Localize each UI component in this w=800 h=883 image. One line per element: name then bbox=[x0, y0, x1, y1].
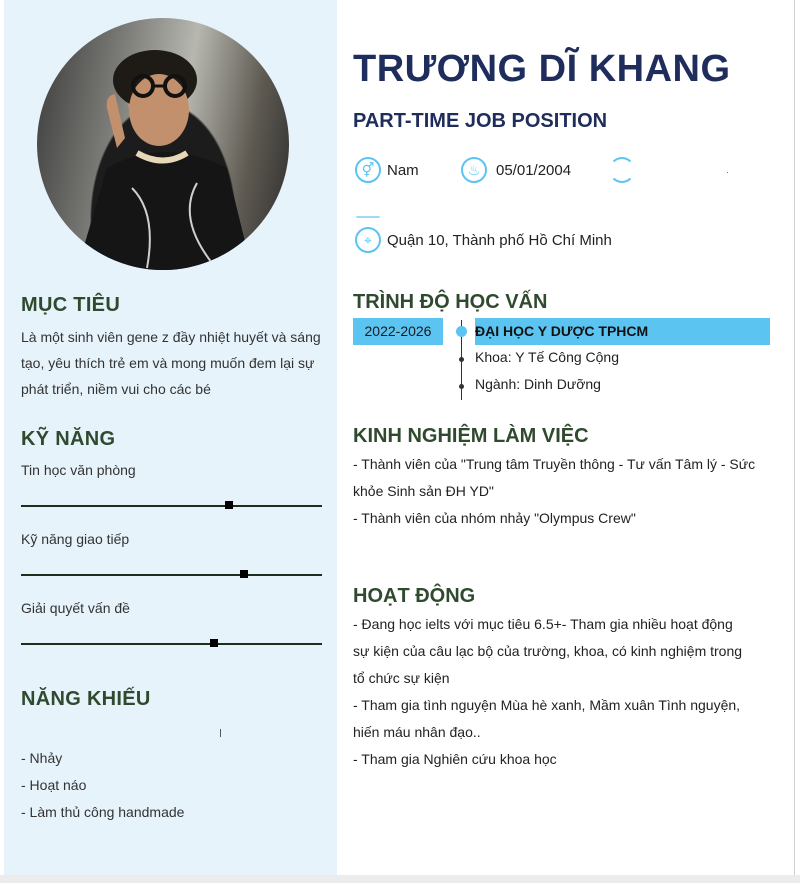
experience-text bbox=[353, 451, 775, 532]
skill-label: Tin học văn phòng bbox=[21, 462, 136, 478]
timeline-dot bbox=[459, 384, 464, 389]
objective-title: MỤC TIÊU bbox=[21, 294, 121, 316]
skill-label: Giải quyết vấn đề bbox=[21, 600, 130, 616]
talents-list bbox=[21, 745, 184, 826]
skill-bar bbox=[21, 505, 322, 507]
partial-icon-fragment bbox=[356, 216, 380, 218]
school-name-text: ĐẠI HỌC Y DƯỢC TPHCM bbox=[475, 323, 649, 339]
candidate-name: TRƯƠNG DĨ KHANG bbox=[353, 48, 731, 90]
experience-line: khỏe Sinh sản ĐH YD" bbox=[353, 483, 494, 499]
education-item: Khoa: Y Tế Công Cộng bbox=[475, 349, 619, 365]
skill-bar bbox=[21, 643, 322, 645]
activity-line: hiến máu nhân đạo.. bbox=[353, 724, 481, 740]
timeline-dot bbox=[456, 326, 467, 337]
activity-line: tổ chức sự kiện bbox=[353, 670, 450, 686]
hidden-text-dot bbox=[727, 172, 728, 173]
skill-level-marker bbox=[240, 570, 248, 578]
skill-level-marker bbox=[225, 501, 233, 509]
phone-icon bbox=[609, 157, 635, 183]
activity-line: sự kiện của câu lạc bộ của trường, khoa, có kinh nghiệm trong bbox=[353, 643, 743, 659]
objective-line: tạo, yêu thích trẻ em và mong muốn đem lại sự bbox=[21, 355, 315, 371]
experience-title: KINH NGHIỆM LÀM VIỆC bbox=[353, 425, 589, 447]
talent-item: - Nhảy bbox=[21, 750, 63, 766]
gender-value: Nam bbox=[387, 162, 419, 179]
page-bottom-gutter bbox=[0, 875, 800, 883]
address-value: Quận 10, Thành phố Hồ Chí Minh bbox=[387, 232, 612, 249]
activities-title: HOẠT ĐỘNG bbox=[353, 585, 476, 607]
skills-title: KỸ NĂNG bbox=[21, 428, 116, 450]
birthday-cake-icon: ♨ bbox=[461, 157, 487, 183]
activity-line: - Đang học ielts với mục tiêu 6.5+- Tham gia nhiều hoạt động bbox=[353, 616, 733, 632]
page-border bbox=[794, 0, 795, 875]
timeline-dot bbox=[459, 357, 464, 362]
education-years: 2022-2026 bbox=[353, 318, 443, 345]
objective-line: Là một sinh viên gene z đầy nhiệt huyết và sáng bbox=[21, 329, 321, 345]
talents-title: NĂNG KHIẾU bbox=[21, 688, 151, 710]
education-title: TRÌNH ĐỘ HỌC VẤN bbox=[353, 291, 548, 313]
profile-photo bbox=[37, 18, 289, 270]
activities-text bbox=[353, 611, 775, 773]
skill-level-marker bbox=[210, 639, 218, 647]
objective-text bbox=[21, 324, 321, 402]
school-name bbox=[475, 318, 770, 345]
talent-item: - Hoạt náo bbox=[21, 777, 87, 793]
skill-bar bbox=[21, 574, 322, 576]
birthday-value: 05/01/2004 bbox=[496, 162, 572, 179]
skill-label: Kỹ năng giao tiếp bbox=[21, 531, 130, 547]
activity-line: - Tham gia tình nguyện Mùa hè xanh, Mầm xuân Tình nguyện, bbox=[353, 697, 741, 713]
experience-line: - Thành viên của "Trung tâm Truyền thông - Tư vấn Tâm lý - Sức bbox=[353, 456, 756, 472]
map-pin-icon: ⌖ bbox=[355, 227, 381, 253]
gender-icon: ⚥ bbox=[355, 157, 381, 183]
talent-item: - Làm thủ công handmade bbox=[21, 804, 185, 820]
activity-line: - Tham gia Nghiên cứu khoa học bbox=[353, 751, 557, 767]
objective-line: phát triển, niềm vui cho các bé bbox=[21, 381, 211, 397]
experience-line: - Thành viên của nhóm nhảy "Olympus Crew" bbox=[353, 510, 636, 526]
job-position: PART-TIME JOB POSITION bbox=[353, 110, 608, 132]
education-item: Ngành: Dinh Dưỡng bbox=[475, 376, 601, 392]
divider-tick bbox=[220, 729, 221, 737]
